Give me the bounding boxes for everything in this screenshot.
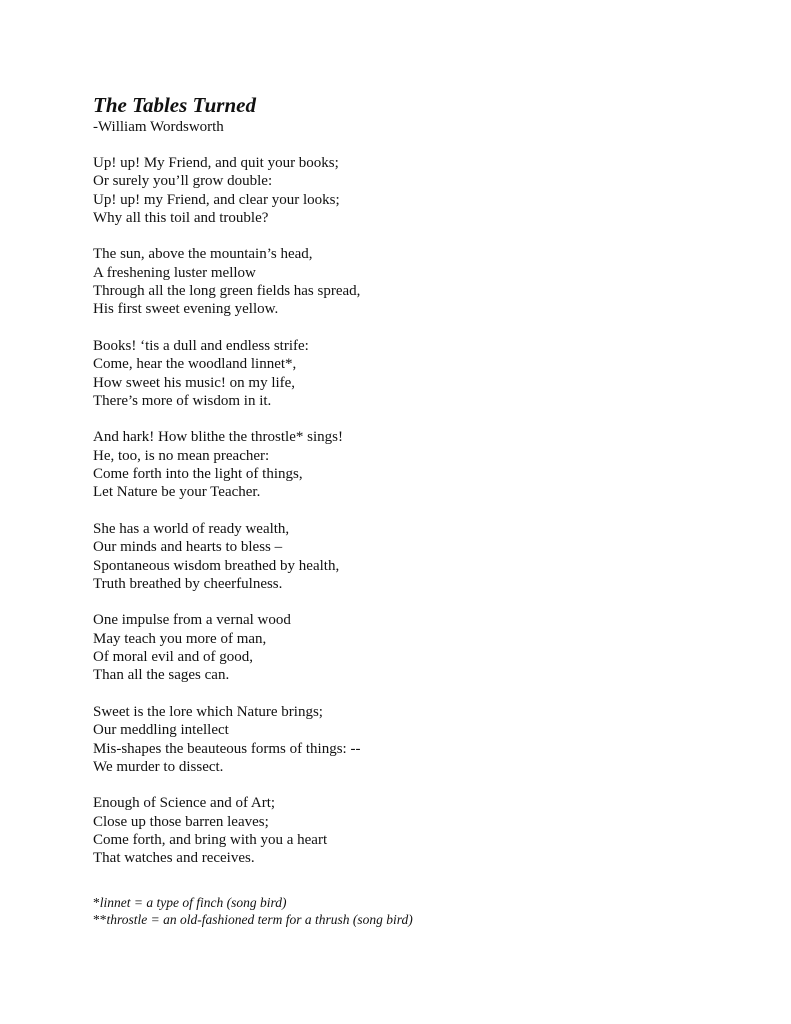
poem-line: May teach you more of man, (93, 630, 267, 647)
stanza-5 (93, 520, 693, 593)
poem-line: There’s more of wisdom in it. (93, 392, 272, 409)
poem-line: Up! up! my Friend, and clear your looks; (93, 191, 340, 208)
poem-line: One impulse from a vernal wood (93, 612, 291, 629)
poem-line: Enough of Science and of Art; (93, 795, 276, 812)
poem-title: The Tables Turned (93, 93, 256, 117)
stanza-8 (93, 794, 693, 867)
poem-line: Up! up! My Friend, and quit your books; (93, 155, 339, 171)
poem-line: Come forth into the light of things, (93, 466, 303, 483)
poem-line: Sweet is the lore which Nature brings; (93, 703, 323, 720)
poem-line: That watches and receives. (93, 850, 255, 867)
poem-line: Let Nature be your Teacher. (93, 484, 261, 501)
document-page (93, 92, 693, 928)
poem-line: He, too, is no mean preacher: (93, 447, 270, 464)
poem-line: A freshening luster mellow (93, 264, 256, 281)
stanza-6 (93, 611, 693, 684)
stanza-1 (93, 154, 693, 227)
poem-line: Or surely you’ll grow double: (93, 173, 273, 190)
poem-line: She has a world of ready wealth, (93, 520, 290, 537)
poem-line: Come, hear the woodland linnet*, (93, 356, 297, 373)
footnote-text: linnet = a type of finch (song bird) (99, 894, 287, 910)
poem-line: Our meddling intellect (93, 722, 229, 739)
footnote-linnet (93, 894, 693, 911)
poem-line: Our minds and hearts to bless – (93, 539, 283, 556)
poem-line: Close up those barren leaves; (93, 813, 269, 830)
stanza-3 (93, 337, 693, 410)
poem-line: The sun, above the mountain’s head, (93, 246, 313, 263)
poem-line: Why all this toil and trouble? (93, 209, 269, 226)
poem-line: And hark! How blithe the throstle* sings! (93, 429, 343, 446)
stanza-4 (93, 428, 693, 501)
poem-line: We murder to dissect. (93, 758, 224, 775)
poem-line: Books! ‘tis a dull and endless strife: (93, 337, 309, 354)
footnote-marker: ** (93, 911, 107, 927)
poem-line: His first sweet evening yellow. (93, 301, 279, 318)
footnote-throstle (93, 911, 693, 928)
stanza-2 (93, 245, 693, 318)
poem-line: Than all the sages can. (93, 667, 230, 684)
poem-author: -William Wordsworth (93, 119, 224, 135)
poem-line: Through all the long green fields has spread, (93, 283, 361, 300)
poem-line: Spontaneous wisdom breathed by health, (93, 557, 340, 574)
stanza-7 (93, 703, 693, 776)
poem-line: Mis-shapes the beauteous forms of things: -- (93, 740, 361, 757)
poem-line: Come forth, and bring with you a heart (93, 831, 328, 848)
poem-line: Of moral evil and of good, (93, 649, 253, 666)
footnote-marker: * (93, 894, 100, 910)
footnotes (93, 894, 693, 928)
poem-line: Truth breathed by cheerfulness. (93, 575, 283, 592)
poem-line: How sweet his music! on my life, (93, 374, 296, 391)
footnote-text: throstle = an old-fashioned term for a thrush (song bird) (106, 911, 413, 927)
